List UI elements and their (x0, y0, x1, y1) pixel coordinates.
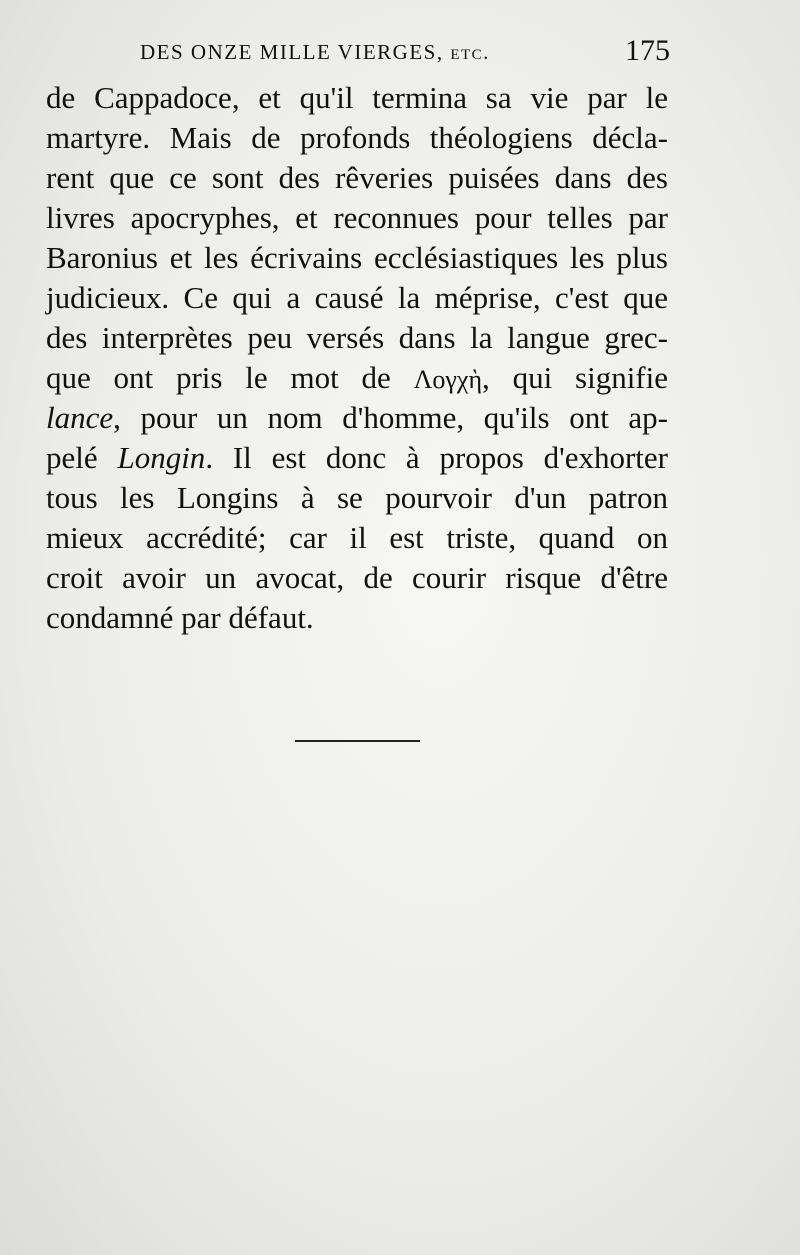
text-fragment: . Il est donc à propos d'exhorter (205, 440, 668, 475)
text-line: des interprètes peu versés dans la langue grec- (46, 320, 668, 355)
text-line: martyre. Mais de profonds théologiens décla- (46, 120, 668, 155)
text-line: rent que ce sont des rêveries puisées dans des (46, 160, 668, 195)
italic-word: Longin (117, 440, 206, 475)
section-rule (295, 740, 420, 742)
greek-word: Λογχὴ (413, 365, 483, 394)
text-line (46, 438, 668, 478)
text-line: tous les Longins à se pourvoir d'un patron (46, 480, 668, 515)
text-fragment: que ont pris le mot de (46, 360, 391, 395)
text-line: mieux accrédité; car il est triste, quand on (46, 520, 668, 555)
text-line: judicieux. Ce qui a causé la méprise, c'est que (46, 280, 668, 315)
page-number: 175 (625, 34, 670, 67)
text-fragment: , qui signifie (482, 360, 668, 395)
running-header (140, 30, 680, 70)
running-title: DES ONZE MILLE VIERGES, etc. (140, 40, 490, 64)
text-line: livres apocryphes, et reconnues pour telles par (46, 200, 668, 235)
text-line: croit avoir un avocat, de courir risque d'être (46, 560, 668, 595)
text-fragment: pelé (46, 440, 98, 475)
text-line: Baronius et les écrivains ecclésiastiques les plus (46, 240, 668, 275)
text-line: de Cappadoce, et qu'il termina sa vie par le (46, 80, 668, 115)
text-line: condamné par défaut. (46, 600, 314, 635)
text-fragment: , pour un nom d'homme, qu'ils ont ap- (113, 400, 668, 435)
italic-word: lance (46, 400, 114, 435)
body-text (46, 78, 668, 638)
show-through-bleed (44, 600, 684, 1117)
text-line (46, 358, 668, 398)
text-line (46, 398, 668, 438)
